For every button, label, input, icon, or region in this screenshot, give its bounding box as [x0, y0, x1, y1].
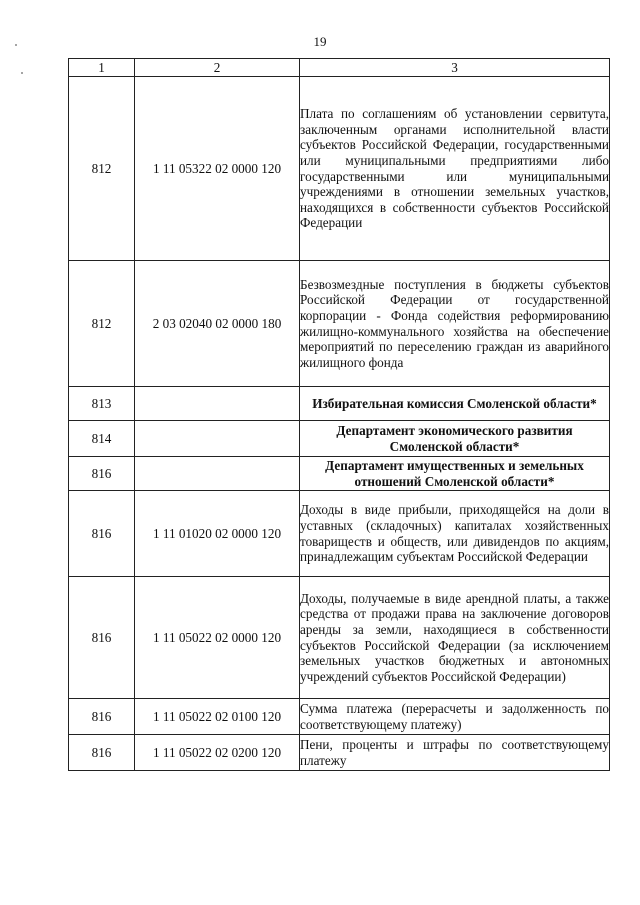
admin-code-cell: 816 [69, 457, 135, 491]
scan-speck [15, 44, 17, 46]
admin-code-cell: 816 [69, 491, 135, 577]
table-row [69, 491, 610, 577]
description-cell: Плата по соглашениям об установлении сервитута, заключенным органами исполнительной власти субъектов Российской Федерации, государственными или муниципальными предприятиями либо государственными или муниципальными учреждениями в отношении земельных участков, находящихся в собственности субъектов Российской Федерации [300, 77, 610, 261]
table-row [69, 735, 610, 771]
column-header-description: 3 [300, 59, 610, 77]
revenue-code-cell: 1 11 05022 02 0000 120 [135, 577, 300, 699]
revenue-code-cell: 1 11 05022 02 0200 120 [135, 735, 300, 771]
admin-code-cell: 812 [69, 77, 135, 261]
department-heading-cell: Департамент экономического развития Смоленской области* [300, 421, 610, 457]
table-row [69, 457, 610, 491]
budget-classification-table [68, 58, 610, 771]
revenue-code-cell [135, 457, 300, 491]
revenue-code-cell: 2 03 02040 02 0000 180 [135, 261, 300, 387]
table-row [69, 577, 610, 699]
table-row [69, 421, 610, 457]
page-number: 19 [313, 34, 327, 49]
header-row [69, 59, 610, 77]
description-cell: Сумма платежа (перерасчеты и задолженность по соответствующему платежу) [300, 699, 610, 735]
admin-code-cell: 816 [69, 577, 135, 699]
description-cell: Безвозмездные поступления в бюджеты субъектов Российской Федерации от государственной корпорации - Фонда содействия реформированию жилищно-коммунального хозяйства на обеспечение мероприятий по переселению граждан из аварийного жилищного фонда [300, 261, 610, 387]
admin-code-cell: 814 [69, 421, 135, 457]
department-heading-cell: Избирательная комиссия Смоленской области* [300, 387, 610, 421]
scan-speck [21, 72, 23, 74]
column-header-admin: 1 [69, 59, 135, 77]
admin-code-cell: 813 [69, 387, 135, 421]
revenue-code-cell: 1 11 01020 02 0000 120 [135, 491, 300, 577]
admin-code-cell: 816 [69, 699, 135, 735]
table-row [69, 387, 610, 421]
admin-code-cell: 816 [69, 735, 135, 771]
revenue-code-cell [135, 387, 300, 421]
description-cell: Пени, проценты и штрафы по соответствующему платежу [300, 735, 610, 771]
column-header-code: 2 [135, 59, 300, 77]
description-cell: Доходы, получаемые в виде арендной платы, а также средства от продажи права на заключение договоров аренды за земли, находящиеся в собственности субъектов Российской Федерации (за исключением земельных участков бюджетных и автономных учреждений субъектов Российской Федерации) [300, 577, 610, 699]
table-body [69, 77, 610, 771]
table-row [69, 261, 610, 387]
revenue-code-cell: 1 11 05322 02 0000 120 [135, 77, 300, 261]
admin-code-cell: 812 [69, 261, 135, 387]
table-row [69, 699, 610, 735]
description-cell: Доходы в виде прибыли, приходящейся на доли в уставных (складочных) капиталах хозяйственных товариществ и обществ, или дивидендов по акциям, принадлежащим субъектам Российской Федерации [300, 491, 610, 577]
revenue-code-cell: 1 11 05022 02 0100 120 [135, 699, 300, 735]
revenue-code-cell [135, 421, 300, 457]
table-row [69, 77, 610, 261]
department-heading-cell: Департамент имущественных и земельных отношений Смоленской области* [300, 457, 610, 491]
